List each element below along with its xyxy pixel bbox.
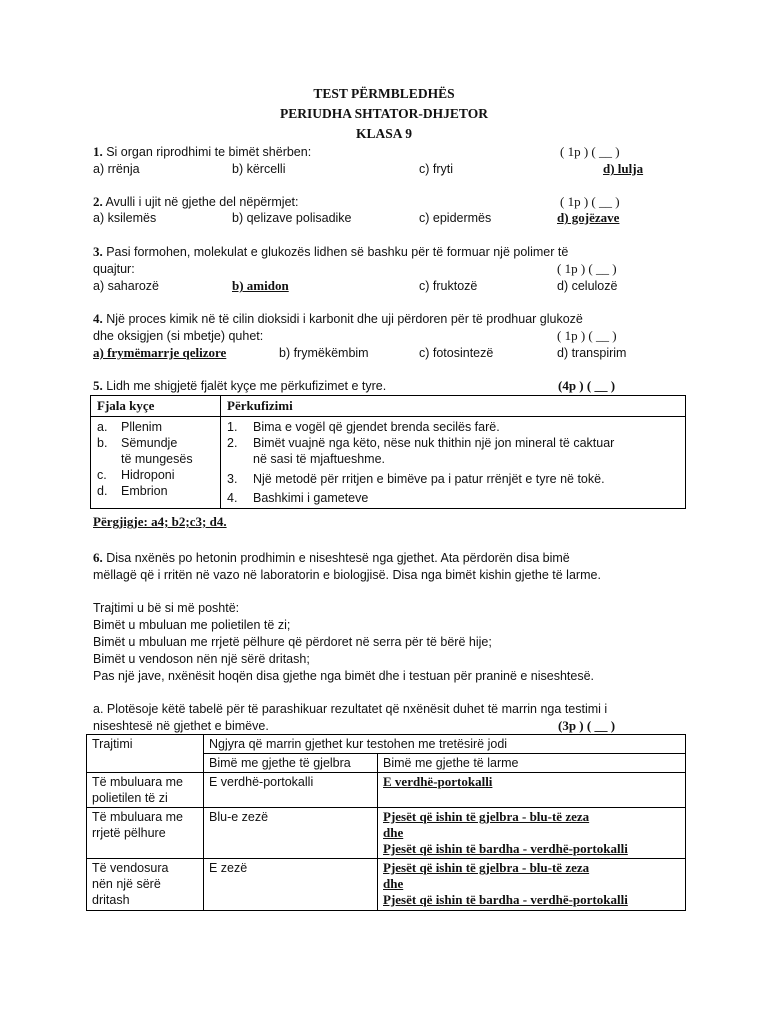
q6-row1-green: E verdhë-portokalli [204,773,378,808]
q6a-score: (3p ) ( __ ) [558,718,616,733]
q3-question-line2: quajtur: [93,262,135,276]
q6-subheader-variegated: Bimë me gjethe të larme [378,754,686,773]
title-test: TEST PËRMBLEDHËS [313,86,455,101]
q6-results-table [86,734,686,911]
q2-option-d-correct: d) gojëzave [557,210,620,225]
q6-row3-treatment: Të vendosura nën një sërë dritash [87,859,204,911]
q5-question: 5. Lidh me shigjetë fjalët kyçe me përkufizimet e tyre. [93,378,387,393]
q5-keywords-cell [91,417,221,509]
q1-option-c: c) fryti [419,162,454,176]
q4-option-c: c) fotosintezë [419,346,494,360]
q5-key-b-cont: të mungesës [121,452,193,466]
q2-option-c: c) epidermës [419,211,492,225]
q3-question-line1: 3. Pasi formohen, molekulat e glukozës lidhen së bashku për të formuar një polimer të [93,244,569,259]
q5-key-d: d. Embrion [97,484,168,498]
q6-paragraph-line1: 6. Disa nxënës po hetonin prodhimin e niseshtesë nga gjethet. Ata përdorën disa bimë [93,550,570,565]
q2-score: ( 1p ) ( __ ) [560,194,620,209]
q5-header-keyword: Fjala kyçe [91,396,221,417]
q5-answer: Përgjigje: a4; b2;c3; d4. [93,514,227,529]
q5-matching-table [90,395,686,509]
q6-treatment-intro: Trajtimi u bë si më poshtë: [93,601,240,615]
q6-row2-treatment: Të mbuluara me rrjetë pëlhure [87,808,204,859]
q6-treatment-1: Bimët u mbuluan me polietilen të zi; [93,618,291,632]
q5-score: (4p ) ( __ ) [558,378,616,393]
q6-row2-green: Blu-e zezë [204,808,378,859]
q3-score: ( 1p ) ( __ ) [557,261,617,276]
title-class: KLASA 9 [356,126,412,141]
q3-option-b-correct: b) amidon [232,278,289,293]
q2-question: 2. Avulli i ujit në gjethe del nëpërmjet: [93,194,299,209]
q1-option-b: b) kërcelli [232,162,286,176]
q2-option-b: b) qelizave polisadike [232,211,352,225]
q6a-instruction-line2: niseshtesë në gjethet e bimëve. [93,719,269,733]
q6-treatment-4: Pas një jave, nxënësit hoqën disa gjethe nga bimët dhe i testuan për praninë e niseshtesë. [93,669,595,683]
q6-row2-variegated: Pjesët që ishin të gjelbra - blu-të zeza dhe Pjesët që ishin të bardha - verdhë-portokalli [378,808,686,859]
q5-def-2-cont: në sasi të mjaftueshme. [253,452,386,466]
q3-option-a: a) saharozë [93,279,160,293]
q1-option-a: a) rrënja [93,162,140,176]
q3-option-c: c) fruktozë [419,279,478,293]
q3-option-d: d) celulozë [557,279,618,293]
q4-option-d: d) transpirim [557,346,627,360]
q1-question: 1. Si organ riprodhimi te bimët shërben: [93,144,312,159]
q5-def-2: 2. Bimët vuajnë nga këto, nëse nuk thithin një jon mineral të caktuar [227,436,615,450]
q5-key-a: a. Pllenim [97,420,162,434]
q6-subheader-green: Bimë me gjethe të gjelbra [204,754,378,773]
q4-question-line2: dhe oksigjen (si mbetje) quhet: [93,329,264,343]
q6-treatment-2: Bimët u mbuluan me rrjetë pëlhure që përdoret në serra për të bërë hije; [93,635,492,649]
q6-row3-variegated: Pjesët që ishin të gjelbra - blu-të zeza dhe Pjesët që ishin të bardha - verdhë-portokalli [378,859,686,911]
q1-score: ( 1p ) ( __ ) [560,144,620,159]
q4-option-a-correct: a) frymëmarrje qelizore [93,345,227,360]
q4-question-line1: 4. Një proces kimik në të cilin dioksidi i karbonit dhe uji përdoren për të prodhuar glukozë [93,311,583,326]
q5-header-definition: Përkufizimi [221,396,686,417]
q5-def-4: 4. Bashkimi i gameteve [227,491,369,505]
q5-key-c: c. Hidroponi [97,468,175,482]
q4-score: ( 1p ) ( __ ) [557,328,617,343]
q6-treatment-3: Bimët u vendoson nën një sërë dritash; [93,652,310,666]
q6-header-treatment: Trajtimi [87,735,204,773]
q6a-instruction-line1: a. Plotësoje këtë tabelë për të parashikuar rezultatet që nxënësit duhet të marrin nga testimi i [93,702,608,716]
q6-row1-treatment: Të mbuluara me polietilen të zi [87,773,204,808]
q2-option-a: a) ksilemës [93,211,157,225]
q1-option-d-correct: d) lulja [603,161,644,176]
title-period: PERIUDHA SHTATOR-DHJETOR [280,106,488,121]
q6-row3-green: E zezë [204,859,378,911]
q5-def-3: 3. Një metodë për rritjen e bimëve pa i patur rrënjët e tyre në tokë. [227,472,605,486]
q5-definitions-cell [221,417,686,509]
q4-option-b: b) frymëkëmbim [279,346,369,360]
q5-key-b: b. Sëmundje [97,436,178,450]
q6-row1-variegated: E verdhë-portokalli [378,773,686,808]
q6-paragraph-line2: mëllagë që i rritën në vazo në laboratorin e biologjisë. Disa nga bimët kishin gjethe të larme. [93,568,601,582]
q5-def-1: 1. Bima e vogël që gjendet brenda secilës farë. [227,420,500,434]
q6-header-color: Ngjyra që marrin gjethet kur testohen me tretësirë jodi [204,735,686,754]
